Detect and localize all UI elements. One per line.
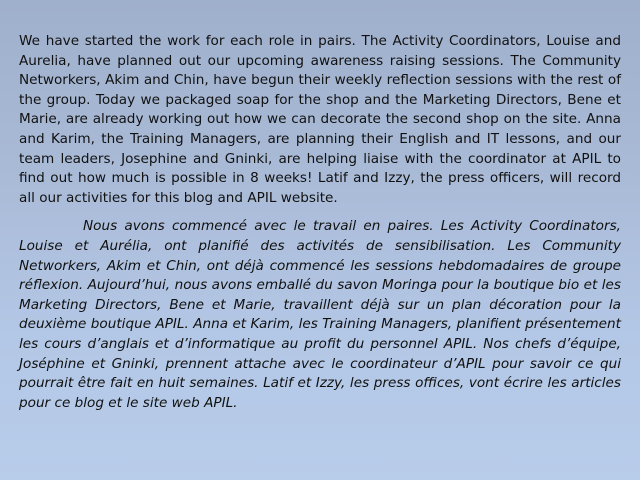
english-paragraph: We have started the work for each role in pairs. The Activity Coordinators, Louise and Aurelia, have planned out our upcoming awareness raising sessions. The Community Networkers, Akim and Chin, have begun their weekly reflection sessions with the rest of the group. Today we packaged soap for the shop and the Marketing Directors, Bene et Marie, are already working out how we can decorate the second shop on the site. Anna and Karim, the Training Managers, are planning their English and IT lessons, and our team leaders, Josephine and Gninki, are helping liaise with the coordinator at APIL to find out how much is possible in 8 weeks! Latif and Izzy, the press officers, will record all our activities for this blog and APIL website.	[19, 33, 621, 206]
french-paragraph: Nous avons commencé avec le travail en paires. Les Activity Coordinators, Louise et Aurélia, ont planifié des activités de sensibilisation. Les Community Networkers, Akim et Chin, ont déjà commencé les sessions hebdomadaires de groupe réflexion. Aujourd’hui, nous avons emballé du savon Moringa pour la boutique bio et les Marketing Directors, Bene et Marie, travaillent déjà sur un plan décoration pour la deuxième boutique APIL. Anna et Karim, les Training Managers, planifient présentement les cours d’anglais et d’informatique au profit du personnel APIL. Nos chefs d’équipe, Joséphine et Gninki, prennent attache avec le coordinateur d’APIL pour savoir ce qui pourrait être fait en huit semaines. Latif et Izzy, les press offices, vont écrire les articles pour ce blog et le site web APIL.	[19, 218, 621, 411]
